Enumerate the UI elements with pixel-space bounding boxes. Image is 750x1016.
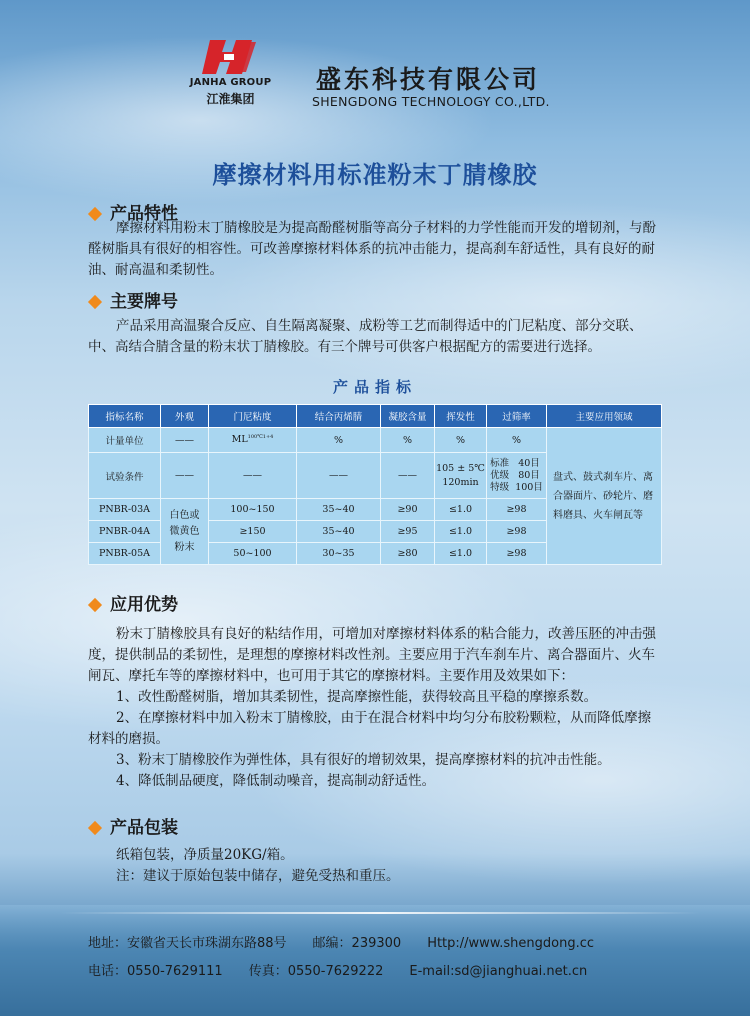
packaging-heading xyxy=(86,813,178,838)
footer-address: 地址：安徽省天长市珠湖东路88号 xyxy=(88,936,287,951)
advantages-heading-text: 应用优势 xyxy=(110,595,178,615)
advantages-paragraph xyxy=(88,624,660,792)
cell-grade: PNBR-04A xyxy=(89,521,161,543)
cell: 50~100 xyxy=(209,543,297,565)
spec-table xyxy=(88,404,662,565)
advantages-heading xyxy=(86,590,178,615)
header-cell: 主要应用领域 xyxy=(547,405,662,428)
logo-chinese-text: 江淮集团 xyxy=(206,92,255,106)
mooney-unit: ML xyxy=(231,434,248,446)
cell-grade: PNBR-03A xyxy=(89,499,161,521)
company-name-cn: 盛东科技有限公司 xyxy=(316,65,541,94)
grades-paragraph xyxy=(88,316,660,358)
features-paragraph xyxy=(88,218,660,281)
sieve-grade: 优级 xyxy=(490,469,510,481)
cell: 35~40 xyxy=(297,521,381,543)
horizon-line xyxy=(60,912,700,914)
cell: 35~40 xyxy=(297,499,381,521)
cell: —— xyxy=(381,453,435,499)
appearance-cell: 白色或微黄色粉末 xyxy=(161,499,209,565)
advantage-item: 2、在摩擦材料中加入粉末丁腈橡胶，由于在混合材料中均匀分布胶粉颗粒，从而降低摩擦材料的磨损。 xyxy=(88,710,652,747)
application-cell: 盘式、鼓式刹车片、离合器面片、砂轮片、磨料磨具、火车闸瓦等 xyxy=(547,428,662,565)
cell: ≥90 xyxy=(381,499,435,521)
company-name-en: SHENGDONG TECHNOLOGY CO.,LTD. xyxy=(312,94,550,109)
cell: —— xyxy=(161,453,209,499)
packaging-line: 纸箱包装，净质量20KG/箱。 xyxy=(116,847,294,863)
features-heading-text: 产品特性 xyxy=(110,204,178,224)
grades-heading-text: 主要牌号 xyxy=(110,292,178,312)
cell-grade: PNBR-05A xyxy=(89,543,161,565)
volatile-time: 120min xyxy=(442,476,479,488)
footer-contact-line-2 xyxy=(88,960,587,979)
table-title: 产品指标 xyxy=(332,378,417,396)
footer-contact-line-1 xyxy=(88,932,594,951)
packaging-note: 注：建议于原始包装中储存，避免受热和重压。 xyxy=(116,868,400,884)
mooney-unit-sup: 100℃1+4 xyxy=(247,434,274,441)
cell: ≥98 xyxy=(487,521,547,543)
sieve-mesh: 100目 xyxy=(515,481,543,493)
features-text: 摩擦材料用粉末丁腈橡胶是为提高酚醛树脂等高分子材料的力学性能而开发的增韧剂，与酚醛树脂具有很好的相容性。可改善摩擦材料体系的抗冲击能力，提高刹车舒适性，具有良好的耐油、耐高温和柔韧性。 xyxy=(88,220,656,278)
header-cell: 外观 xyxy=(161,405,209,428)
sieve-grade: 标准 xyxy=(490,457,510,469)
logo-english-text: JANHA GROUP xyxy=(189,77,272,88)
page-title: 摩擦材料用标准粉末丁腈橡胶 xyxy=(212,160,538,189)
footer-fax: 传真：0550-7629222 xyxy=(248,964,384,979)
advantages-intro: 粉末丁腈橡胶具有良好的粘结作用，可增加对摩擦材料体系的粘合能力，改善压胚的冲击强度，提供制品的柔韧性，是理想的摩擦材料改性剂。主要应用于汽车刹车片、离合器面片、火车闸瓦、摩托车等的摩擦材料中，也可用于其它的摩擦材料。主要作用及效果如下： xyxy=(88,626,656,684)
cell: ≥98 xyxy=(487,543,547,565)
header-cell: 门尼粘度 xyxy=(209,405,297,428)
header-cell: 结合丙烯腈 xyxy=(297,405,381,428)
sieve-grade: 特级 xyxy=(490,481,510,493)
diamond-bullet-icon xyxy=(88,597,102,611)
table-header-row xyxy=(89,405,662,428)
cell: —— xyxy=(161,428,209,453)
cell: —— xyxy=(297,453,381,499)
header-cell: 凝胶含量 xyxy=(381,405,435,428)
cell: % xyxy=(297,428,381,453)
cell: ≥95 xyxy=(381,521,435,543)
cell: ≤1.0 xyxy=(435,543,487,565)
packaging-paragraph xyxy=(88,845,660,887)
header-cell: 过筛率 xyxy=(487,405,547,428)
advantage-item: 4、降低制品硬度，降低制动噪音，提高制动舒适性。 xyxy=(116,773,436,789)
footer-postcode: 邮编：239300 xyxy=(312,936,402,951)
cell-label: 计量单位 xyxy=(89,428,161,453)
logo-mark-icon xyxy=(202,38,258,76)
company-logo xyxy=(188,38,273,110)
cell: ≤1.0 xyxy=(435,499,487,521)
cell: % xyxy=(381,428,435,453)
sieve-mesh: 80目 xyxy=(518,469,540,481)
grades-text: 产品采用高温聚合反应、自生隔离凝聚、成粉等工艺而制得适中的门尼粘度、部分交联、中、高结合腈含量的粉末状丁腈橡胶。有三个牌号可供客户根据配方的需要进行选择。 xyxy=(88,318,643,355)
footer-phone: 电话：0550-7629111 xyxy=(88,964,223,979)
sieve-mesh: 40目 xyxy=(518,457,540,469)
footer-email-link[interactable]: E-mail:sd@jianghuai.net.cn xyxy=(409,964,588,979)
cell: 100~150 xyxy=(209,499,297,521)
packaging-heading-text: 产品包装 xyxy=(110,818,178,838)
header-cell: 挥发性 xyxy=(435,405,487,428)
cell: —— xyxy=(209,453,297,499)
volatile-temp: 105 ± 5℃ xyxy=(436,462,485,474)
cell: % xyxy=(435,428,487,453)
cell-label: 试验条件 xyxy=(89,453,161,499)
cell: % xyxy=(487,428,547,453)
footer-website-link[interactable]: Http://www.shengdong.cc xyxy=(427,936,595,951)
cell: 30~35 xyxy=(297,543,381,565)
cell-sieve-condition xyxy=(487,453,547,499)
table-row xyxy=(89,428,662,453)
diamond-bullet-icon xyxy=(88,294,102,308)
cell: ≥150 xyxy=(209,521,297,543)
cell: ≥80 xyxy=(381,543,435,565)
advantage-item: 1、改性酚醛树脂，增加其柔韧性，提高摩擦性能，获得较高且平稳的摩擦系数。 xyxy=(116,689,598,705)
cell-mooney-unit xyxy=(209,428,297,453)
grades-heading xyxy=(86,287,178,312)
diamond-bullet-icon xyxy=(88,820,102,834)
cell: ≤1.0 xyxy=(435,521,487,543)
advantage-item: 3、粉末丁腈橡胶作为弹性体，具有很好的增韧效果，提高摩擦材料的抗冲击性能。 xyxy=(116,752,611,768)
cell-volatile-condition xyxy=(435,453,487,499)
cell: ≥98 xyxy=(487,499,547,521)
header-cell: 指标名称 xyxy=(89,405,161,428)
